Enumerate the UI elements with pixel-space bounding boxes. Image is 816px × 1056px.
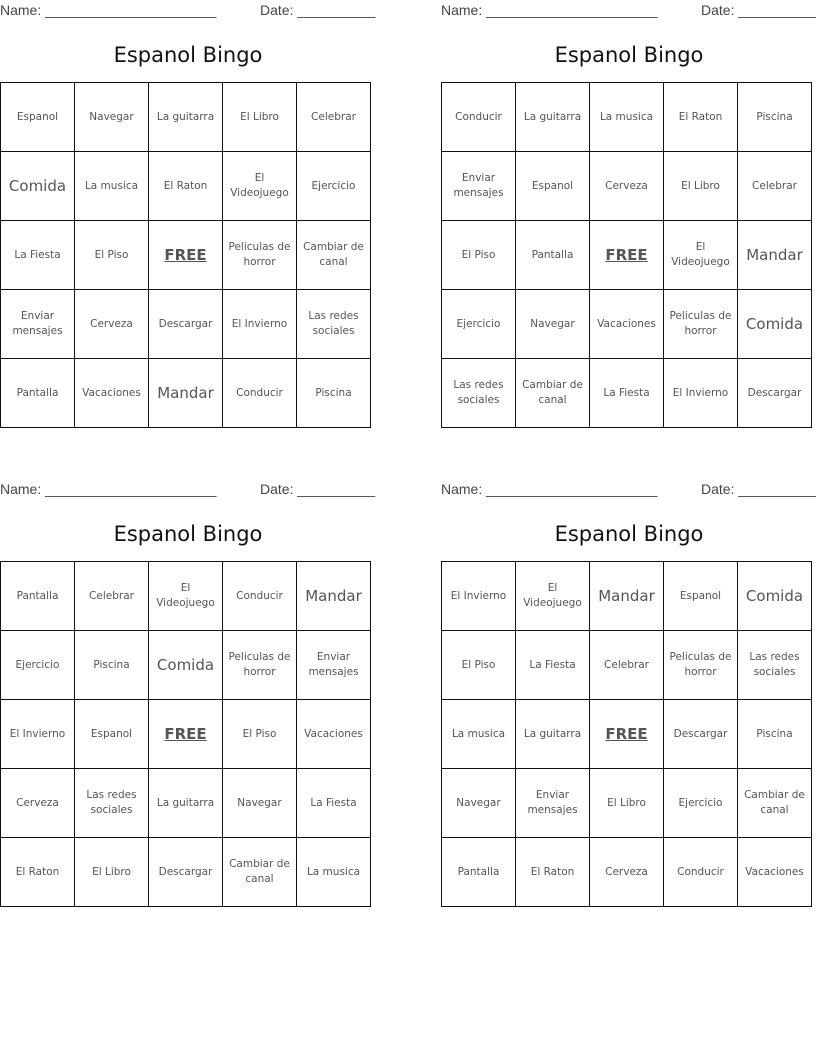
bingo-cell: Cambiar de canal [738,769,812,838]
bingo-cell: Ejercicio [297,152,371,221]
bingo-cell: Vacaciones [590,290,664,359]
name-field-label: Name: ______________________ [0,481,217,497]
bingo-cell: Piscina [75,631,149,700]
bingo-cell: La musica [442,700,516,769]
bingo-cell: Espanol [1,83,75,152]
bingo-cell: Comida [738,562,812,631]
bingo-cell: Enviar mensajes [1,290,75,359]
bingo-grid [0,82,371,428]
bingo-cell: Celebrar [297,83,371,152]
bingo-cell: El Raton [149,152,223,221]
bingo-cell: El Invierno [1,700,75,769]
bingo-cell: La Fiesta [297,769,371,838]
card-title: Espanol Bingo [113,522,263,546]
card-title: Espanol Bingo [113,43,263,67]
card-title: Espanol Bingo [554,522,704,546]
bingo-cell: Enviar mensajes [442,152,516,221]
bingo-cell: Espanol [664,562,738,631]
bingo-grid [441,561,812,907]
bingo-row [442,290,812,359]
free-space-cell: FREE [590,700,664,769]
card-title: Espanol Bingo [554,43,704,67]
name-field-label: Name: ______________________ [0,2,217,18]
bingo-cell: Pantalla [516,221,590,290]
card-header [0,0,376,22]
bingo-cell: La guitarra [516,83,590,152]
bingo-cell: Las redes sociales [442,359,516,428]
bingo-cell: Navegar [516,290,590,359]
free-space-cell: FREE [149,221,223,290]
bingo-row [442,769,812,838]
bingo-row [442,359,812,428]
bingo-cell: La guitarra [149,769,223,838]
free-space-cell: FREE [590,221,664,290]
bingo-cell: Espanol [516,152,590,221]
bingo-cell: Descargar [149,838,223,907]
bingo-cell: Celebrar [75,562,149,631]
bingo-row [442,838,812,907]
bingo-cell: El Libro [664,152,738,221]
bingo-row [1,83,371,152]
bingo-cell: Conducir [223,562,297,631]
bingo-cell: Ejercicio [442,290,516,359]
bingo-cell: Cerveza [590,152,664,221]
bingo-cell: El Videojuego [664,221,738,290]
bingo-cell: Ejercicio [1,631,75,700]
bingo-cell: Peliculas de horror [664,290,738,359]
bingo-cell: Las redes sociales [75,769,149,838]
bingo-row [1,769,371,838]
bingo-cell: Navegar [442,769,516,838]
bingo-cell: La Fiesta [516,631,590,700]
bingo-cell: Descargar [664,700,738,769]
bingo-cell: El Videojuego [516,562,590,631]
bingo-cell: Cambiar de canal [297,221,371,290]
bingo-cell: El Videojuego [223,152,297,221]
bingo-cell: La guitarra [149,83,223,152]
date-field-label: Date: __________ [260,481,376,497]
bingo-row [1,152,371,221]
bingo-grid [0,561,371,907]
bingo-cell: Descargar [149,290,223,359]
bingo-cell: Cerveza [1,769,75,838]
bingo-cell: Vacaciones [75,359,149,428]
bingo-cell: La Fiesta [1,221,75,290]
bingo-cell: Vacaciones [297,700,371,769]
bingo-cell: El Videojuego [149,562,223,631]
bingo-cell: Cambiar de canal [223,838,297,907]
bingo-row [1,838,371,907]
bingo-cell: Piscina [738,700,812,769]
bingo-cell: Piscina [297,359,371,428]
bingo-cell: La musica [297,838,371,907]
bingo-cell: El Piso [442,221,516,290]
bingo-row [1,221,371,290]
free-space-cell: FREE [149,700,223,769]
bingo-cell: Peliculas de horror [664,631,738,700]
bingo-cell: Celebrar [590,631,664,700]
bingo-row [442,83,812,152]
card-header [441,0,816,22]
bingo-row [1,562,371,631]
bingo-cell: Navegar [75,83,149,152]
bingo-cell: El Piso [442,631,516,700]
bingo-cell: La musica [75,152,149,221]
bingo-cell: Comida [738,290,812,359]
date-field-label: Date: __________ [260,2,376,18]
bingo-cell: El Libro [590,769,664,838]
bingo-cell: La musica [590,83,664,152]
bingo-cell: Las redes sociales [297,290,371,359]
bingo-cell: Pantalla [442,838,516,907]
bingo-cell: Conducir [223,359,297,428]
name-field-label: Name: ______________________ [441,2,658,18]
bingo-cell: Cerveza [75,290,149,359]
bingo-row [442,221,812,290]
bingo-cell: Mandar [590,562,664,631]
bingo-cell: El Piso [223,700,297,769]
bingo-row [1,290,371,359]
bingo-cell: Comida [1,152,75,221]
card-header [441,479,816,501]
bingo-cell: El Libro [223,83,297,152]
bingo-cell: Enviar mensajes [516,769,590,838]
bingo-cell: Conducir [664,838,738,907]
bingo-row [442,152,812,221]
bingo-cell: Mandar [738,221,812,290]
bingo-cell: Comida [149,631,223,700]
bingo-cell: El Raton [664,83,738,152]
bingo-cell: Cerveza [590,838,664,907]
bingo-cell: Peliculas de horror [223,221,297,290]
bingo-cell: El Libro [75,838,149,907]
bingo-cell: El Piso [75,221,149,290]
bingo-row [1,631,371,700]
name-field-label: Name: ______________________ [441,481,658,497]
bingo-cell: El Raton [516,838,590,907]
bingo-cell: Pantalla [1,359,75,428]
bingo-row [442,631,812,700]
bingo-cell: El Invierno [664,359,738,428]
bingo-cell: Las redes sociales [738,631,812,700]
bingo-cell: Conducir [442,83,516,152]
bingo-cell: Ejercicio [664,769,738,838]
bingo-cell: El Invierno [442,562,516,631]
bingo-cell: Piscina [738,83,812,152]
bingo-row [1,359,371,428]
bingo-cell: Espanol [75,700,149,769]
date-field-label: Date: __________ [701,2,816,18]
bingo-cell: Descargar [738,359,812,428]
bingo-row [442,700,812,769]
bingo-cell: Vacaciones [738,838,812,907]
bingo-cell: La Fiesta [590,359,664,428]
bingo-grid [441,82,812,428]
bingo-cell: El Invierno [223,290,297,359]
bingo-row [1,700,371,769]
bingo-cell: Pantalla [1,562,75,631]
bingo-cell: Navegar [223,769,297,838]
bingo-cell: Celebrar [738,152,812,221]
bingo-cell: Cambiar de canal [516,359,590,428]
card-header [0,479,376,501]
bingo-cell: Peliculas de horror [223,631,297,700]
bingo-cell: Mandar [149,359,223,428]
date-field-label: Date: __________ [701,481,816,497]
bingo-cell: La guitarra [516,700,590,769]
bingo-cell: Mandar [297,562,371,631]
bingo-cell: Enviar mensajes [297,631,371,700]
bingo-row [442,562,812,631]
bingo-cell: El Raton [1,838,75,907]
